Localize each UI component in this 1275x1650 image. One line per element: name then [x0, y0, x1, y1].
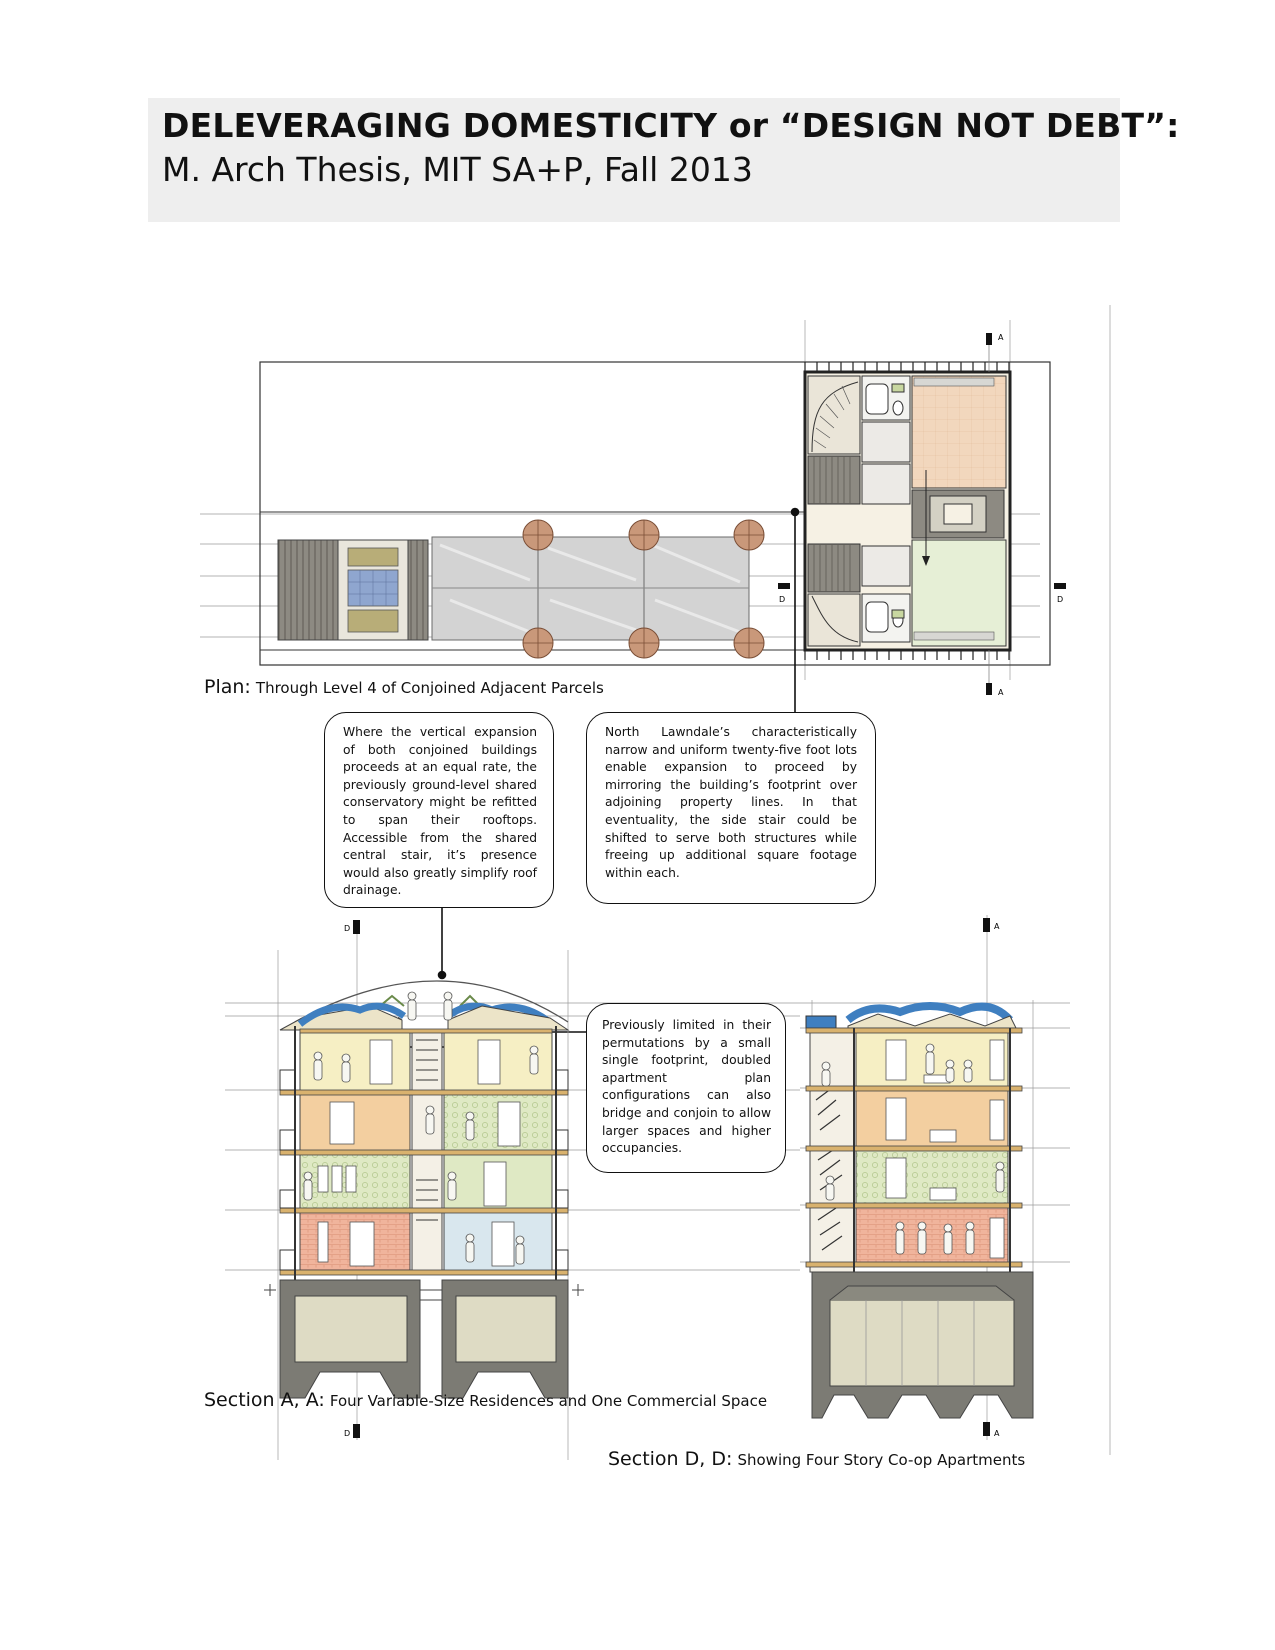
callout-lots [586, 712, 876, 904]
callout-conservatory-text: Where the vertical expansion of both conjoined buildings proceeds at an equal rate, the previously ground-level shared conservatory might be refitted to span their rooftops. Accessible from the shared central stair, it’s presence would also greatly simplify roof drainage. [343, 725, 537, 898]
section-dd-caption-text: Showing Four Story Co-op Apartments [737, 1451, 1026, 1469]
page-subtitle: M. Arch Thesis, MIT SA+P, Fall 2013 [162, 150, 753, 189]
section-aa-marker-top: D [344, 924, 351, 933]
section-dd-marker-bottom: A [994, 1429, 1000, 1438]
section-dd-caption [608, 1448, 1025, 1470]
callout-lots-text: North Lawndale’s characteristically narrow and uniform twenty-five foot lots enable expansion to proceed by mirroring the building’s footprint over adjoining property lines. In that eventuality, the side stair could be shifted to serve both structures while freeing up additional square footage within each. [605, 725, 857, 880]
page-title: DELEVERAGING DOMESTICITY or “DESIGN NOT DEBT”: [162, 106, 1180, 145]
section-aa-caption [204, 1389, 767, 1411]
plan-marker-d-right: D [1057, 595, 1064, 604]
section-aa-marker-bottom: D [344, 1429, 351, 1438]
callout-apartments-text: Previously limited in their permutations by a small single footprint, doubled apartment plan configurations can also bridge and conjoin to allow larger spaces and higher occupancies. [602, 1018, 771, 1156]
plan-marker-a-bottom: A [998, 688, 1004, 697]
plan-caption-text: Through Level 4 of Conjoined Adjacent Parcels [255, 679, 604, 697]
callout-apartments [586, 1003, 786, 1173]
section-aa-caption-lead: Section A, A: [204, 1389, 325, 1411]
plan-marker-d-left: D [779, 595, 786, 604]
plan-caption [204, 676, 604, 698]
plan-caption-lead: Plan: [204, 676, 251, 698]
plan-marker-a-top: A [998, 333, 1004, 342]
section-dd-marker-top: A [994, 922, 1000, 931]
callout-conservatory [324, 712, 554, 908]
section-dd-caption-lead: Section D, D: [608, 1448, 733, 1470]
section-dd-drawing [800, 915, 1070, 1440]
section-aa-caption-text: Four Variable-Size Residences and One Commercial Space [329, 1392, 768, 1410]
